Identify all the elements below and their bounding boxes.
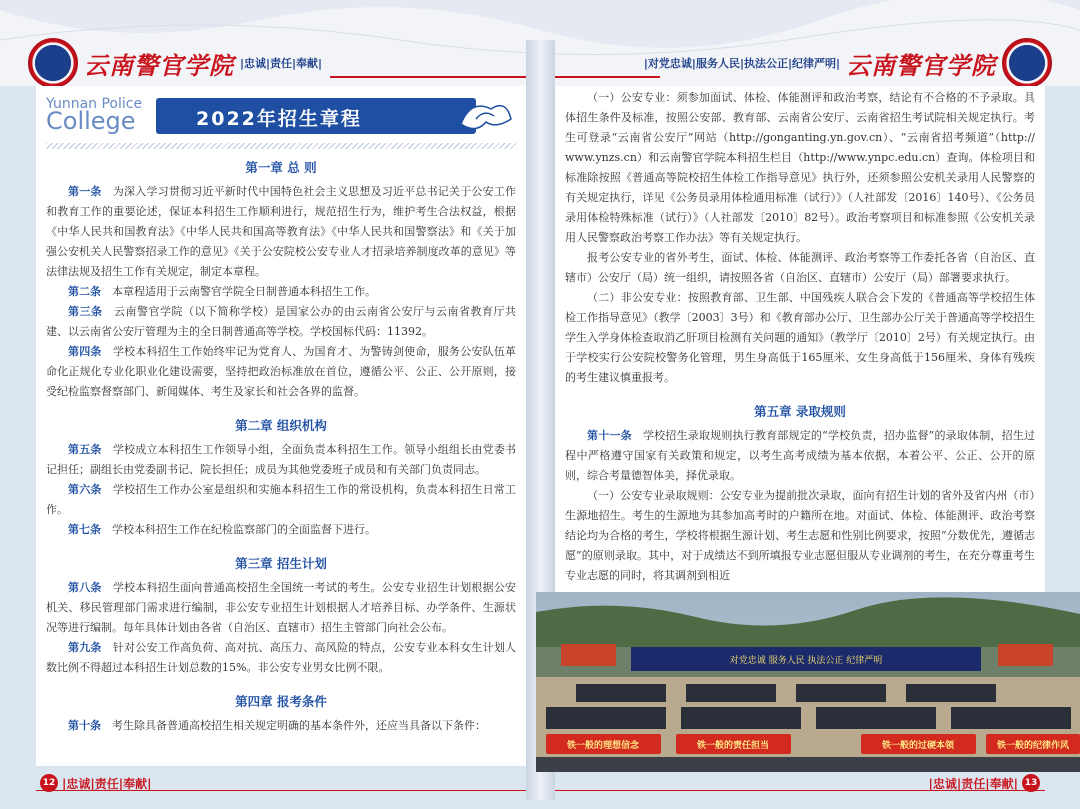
page-number-right: 13 — [1022, 774, 1040, 792]
parade-photo — [536, 592, 1080, 772]
footer-line-right — [555, 790, 1045, 791]
article: 第九条 针对公安工作高负荷、高对抗、高压力、高风险的特点，公安专业本科女生计划人数比例不得超过本科招生计划总数的15%。非公安专业男女比例不限。 — [46, 641, 517, 674]
chapter-heading: 第四章 报考条件 — [235, 694, 327, 709]
chapter-heading: 第三章 招生计划 — [235, 556, 327, 571]
article: 第六条 学校招生工作办公室是组织和实施本科招生工作的常设机构，负责本科招生日常工作。 — [46, 483, 517, 516]
article: 第十条 考生除具备普通高校招生相关规定明确的基本条件外，还应当具备以下条件： — [68, 719, 486, 732]
article: 第十一条 学校招生录取规则执行教育部规定的“学校负责，招办监督”的录取体制，招生过程中严格遵守国家有关政策和规定，以考生高考成绩为基本依据，本着公平、公正、公开的原则，综合考量德智体美，择优录取。 — [565, 429, 1036, 482]
article: 第一条 为深入学习贯彻习近平新时代中国特色社会主义思想及习近平总书记关于公安工作和教育工作的重要论述，保证本科招生工作顺利进行，规范招生行为，维护考生合法权益，根据《中华人民共和国教育法》《中华人民共和国高等教育法》《中华人民共和国警察法》和《关于加强公安机关人民警察招录工作的意见》《关于公安院校公安专业人才招录培养制度改革的意见》等法律法规及招生工作有关规定，制定本章程。 — [46, 185, 517, 278]
article: 第八条 学校本科招生面向普通高校招生全国统一考试的考生。公安专业招生计划根据公安机关、移民管理部门需求进行编制，非公安专业招生计划根据人才培养目标、办学条件、生源状况等进行编制。每年具体计划由各省（自治区、直辖市）招生主管部门向社会公布。 — [46, 581, 517, 634]
article: 第四条 学校本科招生工作始终牢记为党育人、为国育才、为警铸剑使命，服务公安队伍革命化正规化专业化职业化建设需要，坚持把政治标准放在首位，遵循公平、公正、公开原则，接受纪检监察督察部门、新闻媒体、考生及家长和社会各界的监督。 — [46, 345, 517, 398]
article: 第七条 学校本科招生工作在纪检监察部门的全面监督下进行。 — [68, 523, 376, 536]
left-body — [46, 152, 516, 736]
banner-4: 铁一般的纪律作风 — [996, 741, 1070, 751]
paragraph: （一）公安专业：须参加面试、体检、体能测评和政治考察，结论有不合格的不予录取。具体招生条件及标准，按照公安部、教育部、云南省公安厅、云南省招生考试院相关规定执行。考生可登录“云南省公安厅”网站（http://gonganting.yn.gov.cn）、“云南省招考频道”（http:// www.ynzs.cn）和云南警官学院本科招生栏目（http://www.ynpc.edu.cn）查询。体检项目和标准除按照《普通高等院校招生体检工作指导意见》执行外，还须参照公安机关录用人民警察的有关规定执行，详见《公务员录用体检通用标准（试行）》（人社部发〔2016〕140号）、《公务员录用体检特殊标准（试行）》（人社部发〔2010〕82号）。政治考察项目和标准参照《公安机关录用人民警察政治考察工作办法》等有关规定执行。 — [565, 91, 1035, 244]
cloud-ornament-icon — [456, 94, 516, 138]
chapter-heading: 第一章 总 则 — [245, 160, 317, 175]
header-right — [644, 48, 1052, 78]
college-seal-icon — [28, 38, 78, 88]
right-page — [555, 86, 1045, 592]
footer-motto: |忠诚|责任|奉献| — [62, 776, 152, 791]
chapter-heading: 第五章 录取规则 — [754, 404, 846, 419]
footer-line-left — [36, 790, 526, 791]
header-divider — [330, 76, 660, 78]
motto-left: |忠诚|责任|奉献| — [240, 57, 323, 70]
article: 第二条 本章程适用于云南警官学院全日制普通本科招生工作。 — [68, 285, 376, 298]
article: 第五条 学校成立本科招生工作领导小组，全面负责本科招生工作。领导小组组长由党委书记担任；副组长由党委副书记、院长担任；成员为其他党委班子成员和有关部门负责同志。 — [46, 443, 517, 476]
parade-photo-image — [536, 592, 1080, 772]
article: 第三条 云南警官学院（以下简称学校）是国家公办的由云南省公安厅与云南省教育厅共建、以云南省公安厅管理为主的全日制普通高等学校。学校国标代码：11392。 — [46, 305, 516, 338]
page-title: 2022年招生章程 — [196, 108, 362, 130]
left-page — [36, 86, 526, 766]
motto-right: |对党忠诚|服务人民|执法公正|纪律严明| — [643, 57, 840, 70]
chapter-heading: 第二章 组织机构 — [235, 418, 327, 433]
banner-1: 铁一般的理想信念 — [566, 741, 640, 751]
banner-en-line1: Yunnan Police — [46, 96, 143, 112]
paragraph: （一）公安专业录取规则：公安专业为提前批次录取，面向有招生计划的省外及省内州（市）生源地招生。考生的生源地为其参加高考时的户籍所在地。对面试、体检、体能测评、政治考察结论均为合格的考生，学校将根据生源计划、考生志愿和性别比例要求，按照“分数优先，遵循志愿”的原则录取。其中，对于成绩达不到所填报专业志愿但服从专业调剂的考生，在充分尊重考生专业志愿的同时，将其调剂到相近 — [565, 489, 1035, 582]
school-name-left: 云南警官学院 — [84, 50, 234, 80]
college-seal-icon — [1002, 38, 1052, 88]
right-body — [565, 88, 1035, 586]
school-name-right: 云南警官学院 — [846, 50, 996, 80]
header-left — [28, 48, 322, 78]
banner-en-line2: College — [46, 107, 136, 135]
screen-slogan: 对党忠诚 服务人民 执法公正 纪律严明 — [729, 656, 883, 666]
banner-3: 铁一般的过硬本领 — [881, 741, 955, 751]
page-number-left: 12 — [40, 774, 58, 792]
paragraph: 报考公安专业的省外考生，面试、体检、体能测评、政治考察等工作委托各省（自治区、直辖市）公安厅（局）统一组织，请按照各省（自治区、直辖市）公安厅（局）部署要求执行。 — [565, 251, 1035, 284]
hatch-divider — [46, 143, 516, 149]
footer-motto: |忠诚|责任|奉献| — [928, 776, 1018, 791]
title-banner — [46, 96, 516, 136]
paragraph: （二）非公安专业：按照教育部、卫生部、中国残疾人联合会下发的《普通高等学校招生体检工作指导意见》（教学〔2003〕3号）和《教育部办公厅、卫生部办公厅关于普通高等学校招生学生入学身体检查取消乙肝项目检测有关问题的通知》（教学厅〔2010〕2号）有关规定执行。由于学校实行公安院校警务化管理，男生身高低于165厘米、女生身高低于156厘米、身体有残疾的考生建议慎重报考。 — [565, 291, 1035, 384]
banner-2: 铁一般的责任担当 — [696, 741, 770, 751]
